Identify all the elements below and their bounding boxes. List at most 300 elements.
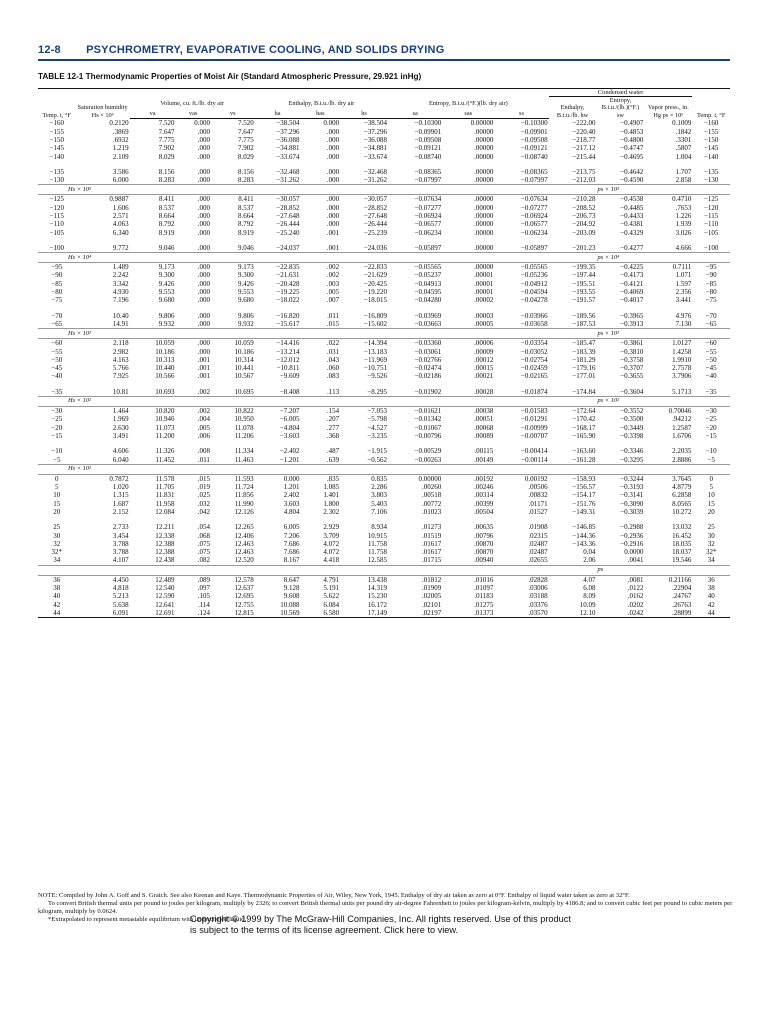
table-cell: −15 <box>705 431 717 440</box>
table-row <box>38 144 730 152</box>
table-row <box>38 220 730 228</box>
table-cell: .005 <box>326 288 340 297</box>
table-cell: −27.648 <box>276 211 300 220</box>
table-cell: .000 <box>197 347 210 356</box>
table-cell: 12.540 <box>155 584 175 593</box>
table-cell: 4.450 <box>112 575 129 584</box>
table-cell: −3.603 <box>279 431 300 440</box>
table-cell: −5.798 <box>367 415 388 424</box>
table-cell: −13.214 <box>276 347 300 356</box>
table-cell: −0.3193 <box>620 483 644 492</box>
table-cell: 8.283 <box>237 176 254 185</box>
table-cell: .00068 <box>474 423 494 432</box>
table-cell: 11.990 <box>234 499 254 508</box>
table-cell: 1.226 <box>675 211 692 220</box>
col-temp: Temp. t, °F <box>42 111 71 119</box>
table-cell: −0.05897 <box>414 243 442 252</box>
table-cell: 0.0000 <box>624 548 644 557</box>
table-cell: −45 <box>705 364 717 373</box>
table-cell: 44 <box>38 609 76 618</box>
table-cell: .00399 <box>474 499 494 508</box>
table-cell: 2.630 <box>112 423 129 432</box>
table-cell: 2.858 <box>675 176 692 185</box>
table-cell: .00314 <box>474 491 494 500</box>
table-cell: 11.958 <box>155 499 175 508</box>
table-cell: .075 <box>197 539 210 548</box>
table-cell: 9.046 <box>237 243 254 252</box>
table-cell: 12.691 <box>130 609 176 618</box>
unit-label-right: ps <box>597 565 730 575</box>
table-cell: −20 <box>705 423 717 432</box>
table-cell: .1842 <box>675 127 692 136</box>
table-cell: .000 <box>326 167 340 176</box>
unit-label-right: ps × 10⁴ <box>597 253 730 263</box>
table-cell: .089 <box>197 575 210 584</box>
gap-cell <box>38 237 730 244</box>
table-cell: 4.976 <box>675 311 692 320</box>
group-gap <box>38 161 730 168</box>
table-cell: .01715 <box>421 556 442 565</box>
unit-label: Hs × 10² <box>38 464 597 474</box>
table-cell: 7.647 <box>158 127 175 136</box>
col-vs: vs <box>211 107 255 119</box>
table-cell: .00000 <box>474 135 494 144</box>
table-cell: .000 <box>197 228 210 237</box>
table-cell: 0 <box>709 474 713 483</box>
table-cell: 1.401 <box>323 491 340 500</box>
table-cell: −10.811 <box>276 364 300 373</box>
table-cell: .01617 <box>421 539 442 548</box>
table-cell: 7.520 <box>237 119 254 128</box>
table-cell: −5 <box>707 455 715 464</box>
table-cell: 2.118 <box>113 339 129 348</box>
table-cell: −0.05565 <box>414 263 442 272</box>
table-cell: −0.02766 <box>414 355 442 364</box>
unit-row <box>38 397 730 407</box>
table-cell: 3.441 <box>675 296 692 305</box>
table-cell: 1.687 <box>112 499 129 508</box>
table-cell: 9.046 <box>158 243 175 252</box>
col-ha: ha <box>255 107 301 119</box>
table-cell: 10.313 <box>155 355 175 364</box>
table-cell: −25 <box>51 415 63 424</box>
table-cell: .000 <box>197 311 210 320</box>
table-cell: −26.444 <box>276 220 300 229</box>
table-cell: −100 <box>49 243 64 252</box>
table-row <box>38 168 730 176</box>
table-cell: −210.28 <box>572 195 596 204</box>
table-cell: .3301 <box>675 135 692 144</box>
table-cell: −55 <box>705 347 717 356</box>
unit-row <box>38 185 730 195</box>
table-cell: −0.03354 <box>520 339 548 348</box>
table-cell: −0.07634 <box>414 195 442 204</box>
table-row <box>38 229 730 237</box>
table-cell: −0.3295 <box>620 455 644 464</box>
table-cell: 1.085 <box>323 483 340 492</box>
table-cell: 4.791 <box>323 575 340 584</box>
col-has: has <box>301 107 341 119</box>
table-cell: 12.815 <box>211 609 255 618</box>
table-cell: 0.21166 <box>668 575 692 584</box>
table-cell: −0.00707 <box>520 431 548 440</box>
table-cell: −150 <box>703 135 719 144</box>
table-cell: −1.201 <box>279 455 300 464</box>
table-cell: 7.647 <box>237 127 254 136</box>
table-cell: .01617 <box>421 548 442 557</box>
table-cell: 9.173 <box>158 263 175 272</box>
table-cell: .000 <box>197 296 210 305</box>
table-cell: 6.005 <box>283 523 300 532</box>
table-cell: 8.283 <box>158 176 175 185</box>
table-cell: 10.566 <box>155 372 175 381</box>
table-cell: .000 <box>326 152 340 161</box>
table-cell: .032 <box>197 499 210 508</box>
table-cell: .083 <box>326 372 340 381</box>
table-cell: 11.758 <box>368 539 388 548</box>
table-cell: 5.1713 <box>672 387 692 396</box>
table-cell: .031 <box>326 347 340 356</box>
table-cell: −168.17 <box>572 423 596 432</box>
table-cell: .02828 <box>528 575 548 584</box>
table-cell: 12.641 <box>155 600 175 609</box>
table-cell: .00000 <box>474 127 494 136</box>
table-row <box>38 483 730 491</box>
table-cell: 3.788 <box>112 539 129 548</box>
table-cell: −135 <box>703 167 719 176</box>
table-cell: 12.338 <box>155 531 175 540</box>
table-cell: −0.00263 <box>414 455 442 464</box>
table-cell: 11.578 <box>155 474 175 483</box>
table-cell: 12.211 <box>155 523 175 532</box>
table-cell: .00021 <box>474 372 494 381</box>
table-cell: −150 <box>49 135 64 144</box>
table-cell: 4.072 <box>323 548 340 557</box>
table-cell: .00000 <box>474 228 494 237</box>
table-cell: .00005 <box>474 319 494 328</box>
table-cell: −0.08740 <box>520 152 548 161</box>
unit-row <box>38 253 730 263</box>
table-cell: 12.406 <box>234 531 254 540</box>
col-ss: ss <box>494 107 548 119</box>
table-cell: 3.026 <box>675 228 692 237</box>
table-cell: −0.09508 <box>520 135 548 144</box>
table-cell: 11.452 <box>155 455 175 464</box>
table-cell: .207 <box>326 415 340 424</box>
table-cell: −50 <box>705 355 717 364</box>
table-cell: −0.04594 <box>520 288 548 297</box>
table-cell: −0.3449 <box>620 423 644 432</box>
table-row <box>38 575 730 584</box>
table-cell: .7653 <box>675 203 692 212</box>
table-cell: −0.3604 <box>620 387 644 396</box>
table-cell: 5.622 <box>323 592 340 601</box>
table-cell: 8.537 <box>158 203 175 212</box>
table-cell: .000 <box>197 167 210 176</box>
table-cell: .000 <box>197 279 210 288</box>
table-cell: .000 <box>197 203 210 212</box>
table-cell: .105 <box>197 592 210 601</box>
table-cell: 8.664 <box>158 211 175 220</box>
table-cell: .000 <box>197 339 210 348</box>
table-row <box>38 119 730 128</box>
table-cell: 10.81 <box>112 387 129 396</box>
table-cell: .01171 <box>528 499 548 508</box>
table-cell: .01097 <box>474 584 494 593</box>
table-caption: TABLE 12-1 Thermodynamic Properties of Moist Air (Standard Atmospheric Pressure, 29.921 inHg) <box>38 72 422 81</box>
table-cell: .03188 <box>528 592 548 601</box>
table-cell: 15 <box>53 499 61 508</box>
table-cell: −16.820 <box>276 311 300 320</box>
table-cell: −50 <box>51 355 63 364</box>
table-cell: −105 <box>49 228 64 237</box>
table-cell: −0.01067 <box>414 423 442 432</box>
table-cell: −16.809 <box>363 311 388 320</box>
table-cell: −213.75 <box>572 167 596 176</box>
table-cell: −179.16 <box>572 364 596 373</box>
table-cell: −4.804 <box>279 423 300 432</box>
copyright-link[interactable]: Copyright © 1999 by The McGraw-Hill Companies, Inc. All rights reserved. Use of this product is subject to the terms of its license agreement. Click here to view. <box>190 914 571 935</box>
table-cell: 2.109 <box>112 152 129 161</box>
table-cell: 6.091 <box>76 609 130 618</box>
table-cell: −90 <box>51 271 63 280</box>
table-cell: .008 <box>197 447 210 456</box>
table-cell: 12.489 <box>155 575 175 584</box>
header-row-condensed <box>38 89 730 97</box>
table-row <box>38 372 730 380</box>
table-cell: 32* <box>705 548 717 557</box>
table-cell: 11.326 <box>155 447 175 456</box>
table-cell: 10.09 <box>579 600 596 609</box>
condensed-water-header: Condensed water <box>549 89 693 97</box>
table-cell: .000 <box>197 220 210 229</box>
table-cell: −0.01291 <box>520 415 548 424</box>
col-sat: Saturation humidity Hs × 10³ <box>77 104 128 119</box>
table-cell: 2.356 <box>675 288 692 297</box>
table-cell: .000 <box>197 176 210 185</box>
table-cell: 0.00000 <box>470 119 494 128</box>
table-cell: −32.468 <box>363 167 388 176</box>
table-cell: −38.504 <box>363 119 388 128</box>
table-cell: −15 <box>51 431 63 440</box>
table-cell: −0.4433 <box>620 211 644 220</box>
table-cell: −37.296 <box>276 127 300 136</box>
table-cell: −5 <box>53 455 61 464</box>
table-cell: .000 <box>197 195 210 204</box>
unit-label-right <box>597 464 730 474</box>
table-cell: 4.666 <box>675 243 692 252</box>
table-row <box>38 204 730 212</box>
table-cell: −0.4485 <box>620 203 644 212</box>
table-cell: .019 <box>197 483 210 492</box>
table-row <box>38 296 730 304</box>
table-cell: −130 <box>49 176 64 185</box>
table-row <box>38 447 730 455</box>
table-row <box>38 320 730 329</box>
page-number: 12-8 <box>38 44 61 56</box>
table-row <box>38 212 730 220</box>
table-cell: −70 <box>705 311 717 320</box>
table-cell: −0.3707 <box>620 364 644 373</box>
table-cell: −204.92 <box>572 220 596 229</box>
table-cell: −37.296 <box>363 127 388 136</box>
table-cell: .5807 <box>675 144 692 153</box>
table-cell: −34.881 <box>276 144 300 153</box>
table-cell: .007 <box>326 296 340 305</box>
table-cell: 10.314 <box>234 355 254 364</box>
table-cell: −0.05236 <box>520 271 548 280</box>
table-cell: −15.602 <box>363 319 388 328</box>
table-cell: 25 <box>707 523 715 532</box>
table-cell: −1.915 <box>367 447 388 456</box>
table-cell: −0.01583 <box>520 407 548 416</box>
table-cell: −65 <box>705 319 717 328</box>
table-cell: .00192 <box>474 474 494 483</box>
table-row <box>38 456 730 465</box>
table-cell: 5 <box>55 483 59 492</box>
unit-row <box>38 565 730 575</box>
table-cell: 8.029 <box>158 152 175 161</box>
table-cell: 9.806 <box>237 311 254 320</box>
table-cell: −95 <box>51 263 63 272</box>
table-cell: −0.01342 <box>414 415 442 424</box>
table-cell: .0242 <box>597 609 645 618</box>
table-cell: 11.593 <box>234 474 254 483</box>
table-cell: .097 <box>197 584 210 593</box>
table-cell: 12.388 <box>155 548 175 557</box>
table-cell: −0.09901 <box>414 127 442 136</box>
table-cell: 1.020 <box>112 483 129 492</box>
table-cell: −0.00114 <box>521 455 548 464</box>
table-cell: −0.01874 <box>520 387 548 396</box>
table-cell: 2.286 <box>371 483 388 492</box>
table-cell: −125 <box>49 195 64 204</box>
table-cell: −38.504 <box>276 119 300 128</box>
table-cell: .0122 <box>627 584 644 593</box>
table-cell: −172.64 <box>572 407 596 416</box>
table-cell: −0.04280 <box>414 296 442 305</box>
table-cell: 7.925 <box>112 372 129 381</box>
table-cell: −110 <box>704 220 719 229</box>
table-cell: 3.7906 <box>672 372 692 381</box>
table-cell: .02315 <box>528 531 548 540</box>
table-cell: −22.833 <box>363 263 388 272</box>
table-cell: −30 <box>705 407 717 416</box>
table-cell: 3.586 <box>112 167 129 176</box>
table-cell: 40 <box>707 592 715 601</box>
table-cell: 32 <box>707 539 715 548</box>
table-cell: −3.235 <box>367 431 388 440</box>
table-cell: 10.950 <box>234 415 254 424</box>
table-cell: 9.932 <box>237 319 254 328</box>
table-cell: .000 <box>197 144 210 153</box>
table-cell: .03376 <box>528 600 548 609</box>
table-cell: −0.3346 <box>620 447 644 456</box>
table-cell: 9.932 <box>158 319 175 328</box>
table-cell: 20 <box>707 508 715 516</box>
table-cell: 9.426 <box>237 279 254 288</box>
table-cell: −0.3552 <box>620 407 644 416</box>
table-cell: .24767 <box>672 592 692 601</box>
table-cell: .006 <box>197 431 210 440</box>
table-cell: −0.10300 <box>414 119 442 128</box>
table-cell: 0 <box>55 474 59 483</box>
table-cell: .00000 <box>474 220 494 229</box>
table-cell: −0.08740 <box>414 152 442 161</box>
table-cell: 9.300 <box>237 271 254 280</box>
table-cell: −0.04913 <box>414 279 442 288</box>
table-cell: 10.440 <box>155 364 175 373</box>
table-cell: 16.172 <box>367 600 388 609</box>
table-cell: −25.240 <box>276 228 300 237</box>
table-cell: 7.130 <box>675 319 692 328</box>
table-cell: 8.919 <box>237 228 254 237</box>
gap-cell <box>38 516 730 523</box>
table-cell: −28.852 <box>363 203 388 212</box>
table-cell: −222.00 <box>572 119 596 128</box>
table-cell: .114 <box>197 600 210 609</box>
table-cell: −0.07634 <box>520 195 548 204</box>
table-cell: 7.206 <box>283 531 300 540</box>
col-w-entropy: Entropy, B.t.u./(lb.)(°F.) sw <box>601 97 640 119</box>
table-cell: −218.77 <box>572 135 596 144</box>
table-cell: 2.982 <box>112 347 129 356</box>
table-cell: 8.029 <box>237 152 254 161</box>
table-cell: −197.44 <box>572 271 596 280</box>
table-cell: .054 <box>197 523 210 532</box>
table-cell: 36 <box>53 575 61 584</box>
table-cell: 1.9910 <box>672 355 692 364</box>
table-cell: 1.315 <box>112 491 129 500</box>
table-cell: 12.126 <box>234 508 254 516</box>
table-cell: −0.02165 <box>520 372 548 381</box>
table-cell: 2.2035 <box>672 447 692 456</box>
table-cell: 11.831 <box>155 491 175 500</box>
table-cell: −10 <box>51 447 63 456</box>
table-cell: 10.40 <box>112 311 129 320</box>
table-row <box>38 532 730 540</box>
table-cell: −7.207 <box>279 407 300 416</box>
table-cell: −25 <box>705 415 717 424</box>
unit-label: Hs × 10² <box>38 397 597 407</box>
table-cell: −130 <box>703 176 719 185</box>
table-cell: −18.022 <box>276 296 300 305</box>
table-cell: .01812 <box>421 575 442 584</box>
table-cell: .00051 <box>474 415 494 424</box>
table-cell: 6.000 <box>112 176 129 185</box>
table-cell: −220.40 <box>572 127 596 136</box>
table-cell: −21.631 <box>276 271 300 280</box>
table-cell: 2.402 <box>283 491 300 500</box>
table-cell: −170.42 <box>572 415 596 424</box>
table-cell: .000 <box>197 263 210 272</box>
table-cell: .3869 <box>112 127 129 136</box>
table-cell: 10.059 <box>234 339 254 348</box>
table-cell: 5.191 <box>323 584 340 593</box>
table-cell: 8.792 <box>237 220 254 229</box>
table-cell: −0.3398 <box>620 431 644 440</box>
table-cell: −0.3965 <box>620 311 644 320</box>
table-cell: −0.04912 <box>520 279 548 288</box>
table-row <box>38 356 730 364</box>
table-cell: 14.91 <box>112 319 129 328</box>
table-cell: −19.225 <box>276 288 300 297</box>
table-cell: 6.340 <box>112 228 129 237</box>
running-header <box>38 44 730 56</box>
table-cell: 8.647 <box>283 575 300 584</box>
table-cell: −4.527 <box>367 423 388 432</box>
table-cell: 11.463 <box>234 455 254 464</box>
